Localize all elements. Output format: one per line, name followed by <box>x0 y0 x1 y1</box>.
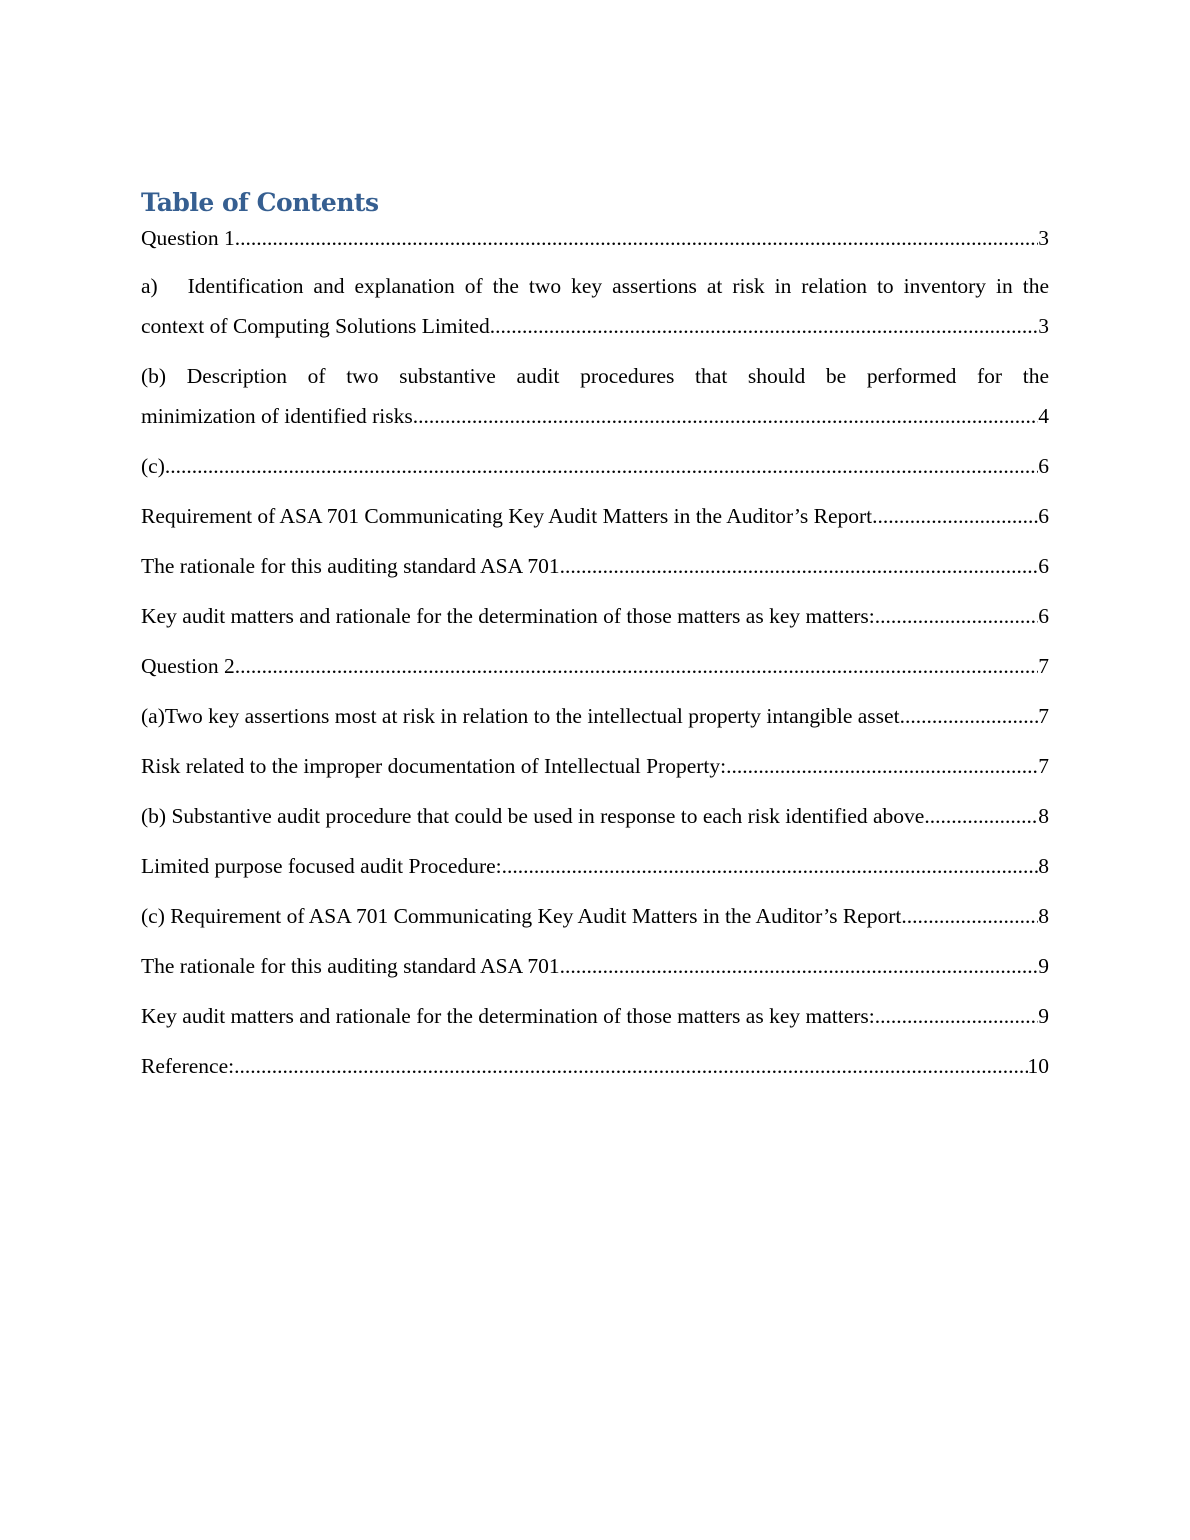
toc-leader-dots <box>560 946 1039 986</box>
toc-entry-text: minimization of identified risks <box>141 404 413 428</box>
toc-entry[interactable] <box>141 306 1049 346</box>
toc-entry-text: (b) Substantive audit procedure that could be used in response to each risk identified above <box>141 804 925 828</box>
toc-page-number: 6 <box>1038 504 1049 528</box>
toc-entry[interactable] <box>141 846 1049 886</box>
toc-leader-dots <box>924 796 1038 836</box>
toc-entry-text: (a)Two key assertions most at risk in relation to the intellectual property intangible asset <box>141 704 900 728</box>
toc-leader-dots <box>235 220 1038 256</box>
toc-page-number: 7 <box>1038 704 1049 728</box>
toc-entry-text: (c) Requirement of ASA 701 Communicating Key Audit Matters in the Auditor’s Report <box>141 904 902 928</box>
toc-entry-text: Limited purpose focused audit Procedure: <box>141 854 502 878</box>
toc-entry[interactable] <box>141 946 1049 986</box>
toc-entry-text: Risk related to the improper documentation of Intellectual Property: <box>141 754 727 778</box>
toc-leader-dots <box>872 496 1038 536</box>
toc-entry-text: context of Computing Solutions Limited <box>141 314 490 338</box>
toc-leader-dots <box>726 746 1038 786</box>
toc-entry[interactable] <box>141 396 1049 436</box>
toc-entry[interactable] <box>141 796 1049 836</box>
toc-entry-text: (c) <box>141 454 165 478</box>
toc-leader-dots <box>490 306 1038 346</box>
toc-entry[interactable] <box>141 496 1049 536</box>
toc-entry[interactable] <box>141 220 1049 256</box>
toc-entry-lead[interactable]: (b) Description of two substantive audit procedures that should be performed for the <box>141 364 1049 388</box>
toc-leader-dots <box>900 696 1039 736</box>
toc-page-number: 10 <box>1027 1054 1049 1078</box>
toc-page-number: 7 <box>1038 654 1049 678</box>
toc-entry-text: Question 2 <box>141 654 235 678</box>
toc-leader-dots <box>875 996 1039 1036</box>
toc-title: Table of Contents <box>141 188 379 217</box>
toc-entry[interactable] <box>141 696 1049 736</box>
toc-page-number: 7 <box>1038 754 1049 778</box>
toc-entry-text: Key audit matters and rationale for the determination of those matters as key matters: <box>141 604 875 628</box>
toc-leader-dots <box>560 546 1039 586</box>
toc-page-number: 8 <box>1038 804 1049 828</box>
toc-entry-text: Question 1 <box>141 226 235 250</box>
toc-leader-dots <box>901 896 1038 936</box>
toc-leader-dots <box>413 396 1039 436</box>
toc-leader-dots <box>165 446 1038 486</box>
toc-page-number: 6 <box>1038 604 1049 628</box>
toc-entry-text: The rationale for this auditing standard ASA 701 <box>141 954 560 978</box>
toc-entry-text: Requirement of ASA 701 Communicating Key Audit Matters in the Auditor’s Report <box>141 504 873 528</box>
toc-page-number: 4 <box>1038 404 1049 428</box>
toc-entry[interactable] <box>141 446 1049 486</box>
toc-entry-text: Reference: <box>141 1054 235 1078</box>
toc-leader-dots <box>235 646 1038 686</box>
toc-page-number: 3 <box>1038 226 1049 250</box>
toc-leader-dots <box>502 846 1039 886</box>
toc-entry[interactable] <box>141 646 1049 686</box>
toc-entry[interactable] <box>141 896 1049 936</box>
toc-page-number: 6 <box>1038 554 1049 578</box>
toc-entry[interactable] <box>141 996 1049 1036</box>
toc-leader-dots <box>234 1046 1027 1086</box>
toc-page-number: 6 <box>1038 454 1049 478</box>
toc-page-number: 3 <box>1038 314 1049 338</box>
toc-entry-text: Key audit matters and rationale for the determination of those matters as key matters: <box>141 1004 875 1028</box>
toc-page-number: 8 <box>1038 854 1049 878</box>
toc-page-number: 8 <box>1038 904 1049 928</box>
toc-entry-lead[interactable]: a) Identification and explanation of the two key assertions at risk in relation to inventory in the <box>141 274 1049 298</box>
toc-page-number: 9 <box>1038 954 1049 978</box>
toc-entry[interactable] <box>141 746 1049 786</box>
toc-entry[interactable] <box>141 546 1049 586</box>
toc-leader-dots <box>875 596 1039 636</box>
toc-entry-text: The rationale for this auditing standard ASA 701 <box>141 554 560 578</box>
toc-entry[interactable] <box>141 1046 1049 1086</box>
toc-page-number: 9 <box>1038 1004 1049 1028</box>
toc-entry[interactable] <box>141 596 1049 636</box>
document-page <box>141 186 1049 1086</box>
